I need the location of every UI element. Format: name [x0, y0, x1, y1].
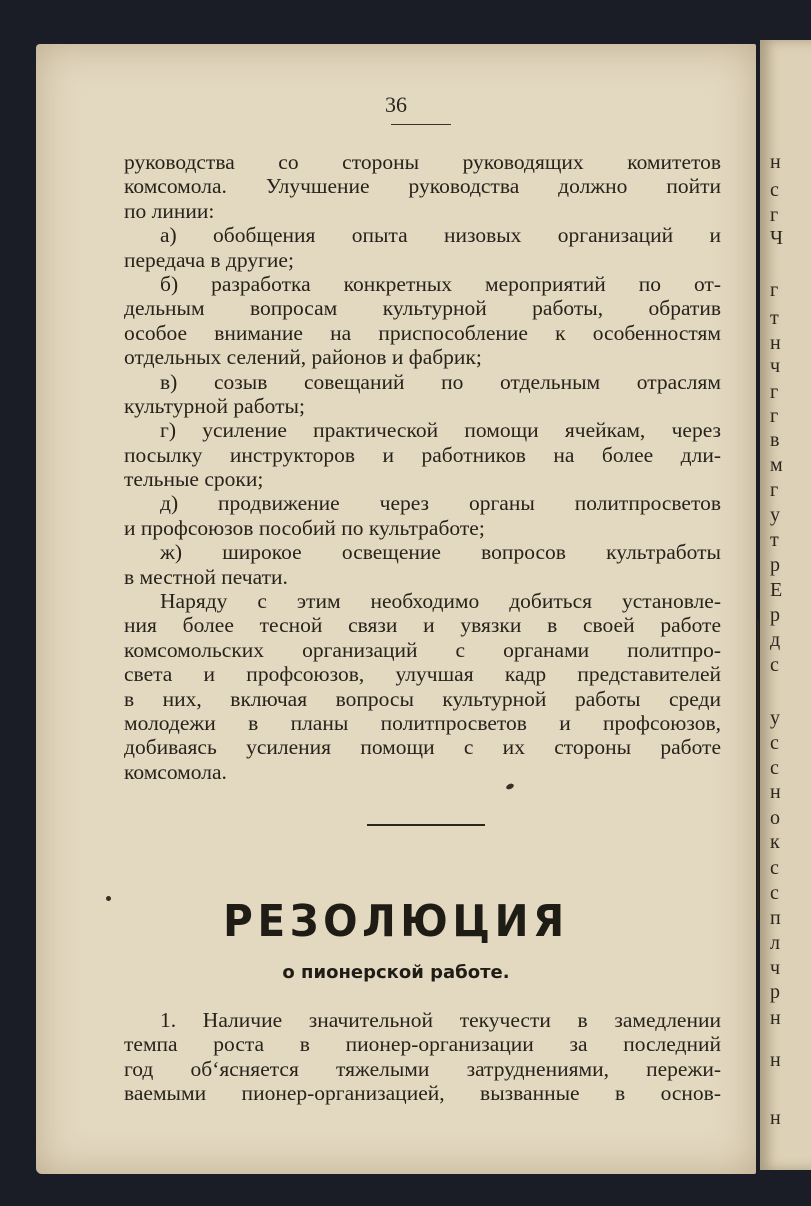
body-text — [124, 150, 721, 784]
adjacent-page-fragment: р — [770, 554, 780, 576]
text-line: д) продвижение через органы политпросветов — [160, 491, 721, 516]
text-line: год об‘ясняется тяжелыми затруднениями, пережи- — [124, 1056, 721, 1081]
text-line: б) разработка конкретных мероприятий по от- — [160, 271, 721, 296]
text-line: г) усиление практической помощи ячейкам, через — [160, 418, 721, 443]
page-number: 36 — [385, 92, 407, 117]
text-line: по линии: — [124, 198, 215, 223]
adjacent-page-fragment: с — [770, 882, 779, 904]
text-line: тельные сроки; — [124, 467, 264, 492]
adjacent-page-fragment: г — [770, 479, 779, 501]
adjacent-page-fragment: н — [770, 1107, 781, 1129]
text-line: ния более тесной связи и увязки в своей работе — [124, 613, 721, 638]
adjacent-page-fragment: н — [770, 1049, 781, 1071]
adjacent-page-fragment: с — [770, 179, 779, 201]
adjacent-page-fragment: п — [770, 907, 781, 929]
adjacent-page-fragment: г — [770, 381, 779, 403]
text-line: дельным вопросам культурной работы, обратив — [124, 296, 721, 321]
adjacent-page-fragment: с — [770, 757, 779, 779]
resolution-text — [124, 1008, 721, 1106]
text-line: и профсоюзов пособий по культработе; — [124, 515, 485, 540]
text-line: в местной печати. — [124, 564, 288, 589]
adjacent-page-fragment: т — [770, 307, 779, 329]
resolution-heading: РЕЗОЛЮЦИЯ — [223, 896, 569, 947]
adjacent-page-fragment: к — [770, 831, 780, 853]
adjacent-page-fragment: м — [770, 454, 783, 476]
adjacent-page-fragment: н — [770, 1007, 781, 1029]
text-line: особое внимание на приспособление к особенностям — [124, 320, 721, 345]
adjacent-page-edge — [760, 40, 811, 1170]
adjacent-page-fragment: н — [770, 151, 781, 173]
text-line: а) обобщения опыта низовых организаций и — [160, 223, 721, 248]
text-line: отдельных селений, районов и фабрик; — [124, 345, 482, 370]
adjacent-page-fragment: р — [770, 981, 780, 1003]
adjacent-page-fragment: ч — [770, 957, 781, 979]
text-line: в них, включая вопросы культурной работы среди — [124, 686, 721, 711]
text-line: культурной работы; — [124, 393, 305, 418]
adjacent-page-fragment: г — [770, 405, 779, 427]
text-line: комсомола. — [124, 759, 227, 784]
adjacent-page-fragment: н — [770, 781, 781, 803]
adjacent-page-fragment: у — [770, 504, 780, 526]
text-line: Наряду с этим необходимо добиться установле- — [160, 589, 721, 614]
section-divider — [367, 824, 485, 826]
adjacent-page-fragment: Ч — [770, 227, 783, 249]
text-line: темпа роста в пионер-организации за последний — [124, 1032, 721, 1057]
resolution-subheading: о пионерской работе. — [282, 962, 510, 983]
ink-speck — [106, 896, 111, 901]
text-line: добиваясь усиления помощи с их стороны работе — [124, 735, 721, 760]
adjacent-page-fragment: г — [770, 279, 779, 301]
adjacent-page-fragment: с — [770, 654, 779, 676]
spine-line — [757, 620, 759, 920]
text-line: передача в другие; — [124, 247, 294, 272]
adjacent-page-fragment: н — [770, 332, 781, 354]
text-line: ваемыми пионер-организацией, вызванные в основ- — [124, 1081, 721, 1106]
text-line: 1. Наличие значительной текучести в замедлении — [160, 1008, 721, 1032]
text-line: ж) широкое освещение вопросов культработы — [160, 540, 721, 565]
text-line: комсомола. Улучшение руководства должно пойти — [124, 174, 721, 199]
text-line: в) созыв совещаний по отдельным отраслям — [160, 369, 721, 394]
adjacent-page-fragment: в — [770, 429, 780, 451]
text-line: посылку инструкторов и работников на более дли- — [124, 442, 721, 467]
adjacent-page-fragment: с — [770, 857, 779, 879]
adjacent-page-fragment: ч — [770, 355, 781, 377]
adjacent-page-fragment: г — [770, 204, 779, 226]
page-number-rule — [391, 124, 451, 125]
adjacent-page-fragment: л — [770, 932, 780, 954]
adjacent-page-fragment: т — [770, 529, 779, 551]
adjacent-page-fragment: с — [770, 732, 779, 754]
text-line: руководства со стороны руководящих комитетов — [124, 150, 721, 174]
adjacent-page-fragment: о — [770, 807, 780, 829]
text-line: комсомольских организаций с органами политпро- — [124, 637, 721, 662]
book-page — [36, 44, 756, 1174]
adjacent-page-fragment: д — [770, 629, 781, 651]
adjacent-page-fragment: Е — [770, 579, 783, 601]
text-line: света и профсоюзов, улучшая кадр представителей — [124, 662, 721, 687]
adjacent-page-fragment: р — [770, 604, 780, 626]
adjacent-page-fragment: у — [770, 707, 780, 729]
text-line: молодежи в планы политпросветов и профсоюзов, — [124, 710, 721, 735]
